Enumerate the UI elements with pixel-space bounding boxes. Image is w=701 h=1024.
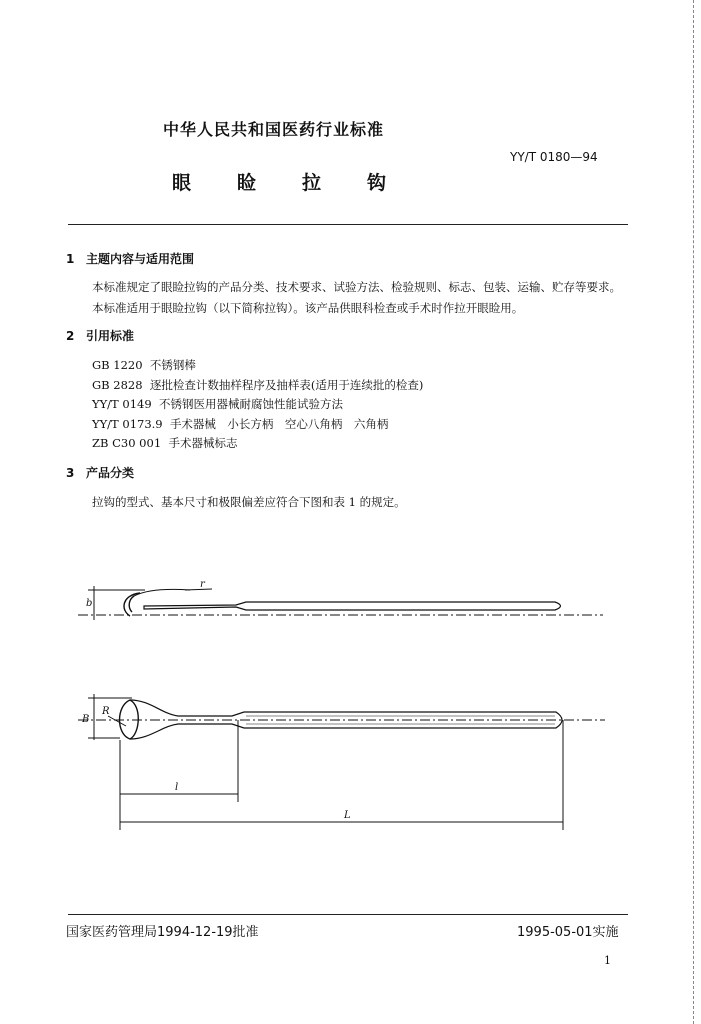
- section-number: 3: [66, 466, 75, 480]
- reference-item: [92, 396, 343, 412]
- page-number: 1: [604, 954, 611, 967]
- section-title: 引用标准: [86, 329, 135, 343]
- reference-code: GB 1220: [92, 358, 143, 372]
- hook-tip: [124, 593, 140, 616]
- section-heading-2: [66, 327, 134, 344]
- section-number: 2: [66, 329, 75, 343]
- reference-code: YY/T 0173.9: [92, 417, 163, 431]
- standard-title: 中华人民共和国医药行业标准: [163, 120, 385, 139]
- section-title: 产品分类: [86, 466, 135, 480]
- top-view: [78, 694, 605, 740]
- reference-name: 手术器械 小长方柄 空心八角柄 六角柄: [169, 417, 389, 431]
- section-title: 主题内容与适用范围: [86, 252, 195, 266]
- label-r: r: [200, 579, 205, 590]
- label-b: b: [86, 598, 93, 609]
- section-heading-1: [66, 250, 194, 267]
- section-heading-3: [66, 464, 134, 481]
- reference-name: 不锈钢棒: [149, 358, 196, 372]
- leader-line-r: [185, 589, 212, 590]
- reference-code: ZB C30 001: [92, 436, 162, 450]
- reference-name: 手术器械标志: [168, 436, 238, 450]
- reference-item: [92, 357, 196, 373]
- reference-code: GB 2828: [92, 378, 143, 392]
- handle-side: [144, 602, 561, 610]
- reference-code: YY/T 0149: [92, 397, 152, 411]
- reference-item: [92, 416, 388, 432]
- section-number: 1: [66, 252, 75, 266]
- paragraph: 本标准规定了眼睑拉钩的产品分类、技术要求、试验方法、检验规则、标志、包装、运输、贮存等要求。: [92, 280, 621, 294]
- label-B: B: [82, 714, 90, 725]
- paragraph: 拉钩的型式、基本尺寸和极限偏差应符合下图和表 1 的规定。: [92, 495, 406, 509]
- effective-date: 1995-05-01实施: [517, 925, 619, 940]
- dimensions: [120, 720, 563, 830]
- eyelid-retractor-drawing: [0, 540, 701, 840]
- header-divider: [68, 224, 628, 225]
- paragraph: 本标准适用于眼睑拉钩（以下简称拉钩）。该产品供眼科检查或手术时作拉开眼睑用。: [92, 301, 524, 315]
- scan-edge-line: [693, 0, 696, 1024]
- approval-line: 国家医药管理局1994-12-19批准: [66, 925, 259, 940]
- leader-line-R: [108, 716, 126, 726]
- reference-name: 不锈钢医用器械耐腐蚀性能试验方法: [158, 397, 343, 411]
- reference-item: [92, 377, 423, 393]
- label-L: L: [344, 810, 351, 821]
- document-title: 眼睑拉钩: [172, 172, 433, 194]
- side-view: [78, 586, 603, 620]
- label-l: l: [175, 782, 179, 793]
- standard-code: YY/T 0180—94: [510, 150, 598, 164]
- label-R: R: [102, 706, 110, 717]
- footer-divider: [68, 914, 628, 915]
- reference-name: 逐批检查计数抽样程序及抽样表(适用于连续批的检查): [149, 378, 424, 392]
- reference-item: [92, 435, 237, 451]
